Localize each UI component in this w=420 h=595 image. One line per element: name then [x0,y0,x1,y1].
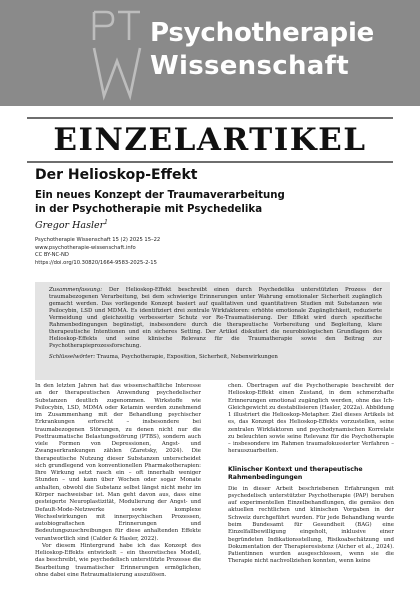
author-name: Gregor Hasler [35,220,105,232]
section-heading: Klinischer Kontext und therapeutische Rahmenbedingungen [228,465,363,481]
article-meta [35,237,160,267]
meta-website-link[interactable]: www.psychotherapie-wissenschaft.info [35,244,136,251]
journal-title-line2: Wissenschaft [150,51,349,81]
meta-doi-link[interactable]: https://doi.org/10.30820/1664-9583-2025-2-15 [35,259,157,266]
journal-header [0,0,420,106]
abstract-text: Der Helioskop-Effekt beschreibt einen durch Psychedelika unterstützten Prozess der traumabezogenen Verarbeitung, bei dem schwierige Erinnerungen unter Wahrung emotionaler Sicherheit zugänglich gemacht werden. Das vorliegende Konzept basiert auf qualitativen und quantitativen Studien mit Substanzen wie Psilocybin, LSD und MDMA. Es identifiziert drei zentrale Wirkfaktoren: erhöhte emotionale Zugänglichkeit, reduzierte Vermeidung und gleichzeitig verbesserter Schutz vor Re-Traumatisierung. Der Effekt wird durch spezifische Rahmenbedingungen begünstigt, insbesondere durch die therapeutische Vorbereitung und Begleitung, klare therapeutische Intentionen und ein sicheres Setting. Der Artikel diskutiert die neurobiologischen Grundlagen des Helioskop-Effekts und seine klinische Relevanz für die Traumatherapie sowie den Beitrag zur Psychotherapieprozessforschung. [49,287,382,350]
abstract-label: Zusammenfassung: [49,287,103,293]
subtitle-line1: Ein neues Konzept der Traumaverarbeitung [35,190,285,201]
abstract-box [35,282,390,380]
body-column-right [228,383,394,566]
body-paragraph: In den letzten Jahren hat das wissenschaftliche Interesse an der therapeutischen Anwendung psychedelischer Substanzen deutlich zugenommen. Wirkstoffe wie Psilocybin, LSD, MDMA oder Ketamin werden zunehmend im Zusammenhang mit der Behandlung psychischer Erkrankungen erforscht – insbesondere bei traumabezogenen Störungen, zu denen nicht nur die Posttraumatische Belastungsstörung (PTBS), sondern auch viele Formen von Depressionen, Angst- und Zwangserkrankungen zählen (Zaretsky, 2024). Die therapeutische Nutzung dieser Substanzen unterscheidet sich grundlegend von konventionellen Pharmakotherapien: Ihre Wirkung setzt rasch ein – oft innerhalb weniger Stunden – und kann über Wochen oder sogar Monate anhalten, obwohl die Substanz selbst längst nicht mehr im Körper nachweisbar ist. Man geht davon aus, dass eine gesteigerte Neuroplastizität, Modulierung der Angst- und Default-Mode-Netzwerke sowie komplexe Wechselwirkungen mit innerpsychischen Prozessen, autobiografischen Erinnerungen und Bedeutungszuschreibungen für diese anhaltenden Effekte verantwortlich sind (Calder & Hasler, 2022). [35,383,201,542]
keywords-text: Trauma, Psychotherapie, Exposition, Sicherheit, Nebenwirkungen [95,354,278,361]
article-type-banner [27,117,393,163]
body-paragraph: Die in dieser Arbeit beschriebenen Erfahrungen mit psychedelisch unterstützter Psychotherapie (PAP) beruhen auf experimentellen Einzelbehandlungen, die gemäss den aktuellen rechtlichen und klinischen Vorgaben in der Schweiz durchgeführt wurden. Für jede Behandlung wurde beim Bundesamt für Gesundheit (BAG) eine Einzelfallbewilligung eingeholt, inklusive einer begründeten Indikationsstellung, Risikoabschätzung und Dokumentation der Therapieresistenz (Aicher et al., 2024). Patientinnen wurden ausgeschlossen, wenn sie die Therapie nicht nachvollziehen konnten, wenn keine [228,485,394,565]
keywords-label: Schlüsselwörter: [49,354,96,361]
body-column-left [35,383,201,579]
article-subtitle [35,189,375,216]
journal-logo [88,6,146,102]
author-footnote-mark: 1 [104,219,108,226]
banner-text: EINZELARTIKEL [53,122,367,158]
journal-title-line1: Psychotherapie [150,18,375,48]
keywords-paragraph [49,354,382,361]
abstract-paragraph [49,287,382,350]
meta-license: CC BY-NC-ND [35,252,69,259]
meta-citation: Psychotherapie Wissenschaft 15 (2) 2025 15–22 [35,237,161,243]
subtitle-line2: in der Psychotherapie mit Psychedelika [35,203,263,215]
ptw-monogram-icon [88,6,146,102]
article-author [35,219,108,231]
body-paragraph: Vor diesem Hintergrund habe ich das Konzept des Helioskop-Effekts entwickelt – ein theoretisches Modell, das beschreibt, wie psychedelisch unterstützte Prozesse die Bearbeitung traumatischer Erinnerungen ermöglichen, ohne dabei eine Retraumatisierung auszulösen. [35,542,201,578]
article-title: Der Helioskop-Effekt [35,167,198,183]
journal-title [150,20,374,79]
body-paragraph: chen. Übertragen auf die Psychotherapie beschreibt der Helioskop-Effekt einen Zustand, in dem schmerzhafte Erinnerungen emotional zugänglich werden, ohne das Ich-Gleichgewicht zu destabilisieren (Hasler, 2022a). Abbildung 1 illustriert die Helioskop-Metapher. Ziel dieses Artikels ist es, das Konzept des Helioskop-Effekts vorzustellen, seine zentralen Wirkfaktoren und psychodynamischen Korrelate zu beleuchten sowie seine Relevanz für die Psychotherapie – insbesondere im Rahmen traumafokussierter Verfahren – herauszuarbeiten. [228,383,394,455]
